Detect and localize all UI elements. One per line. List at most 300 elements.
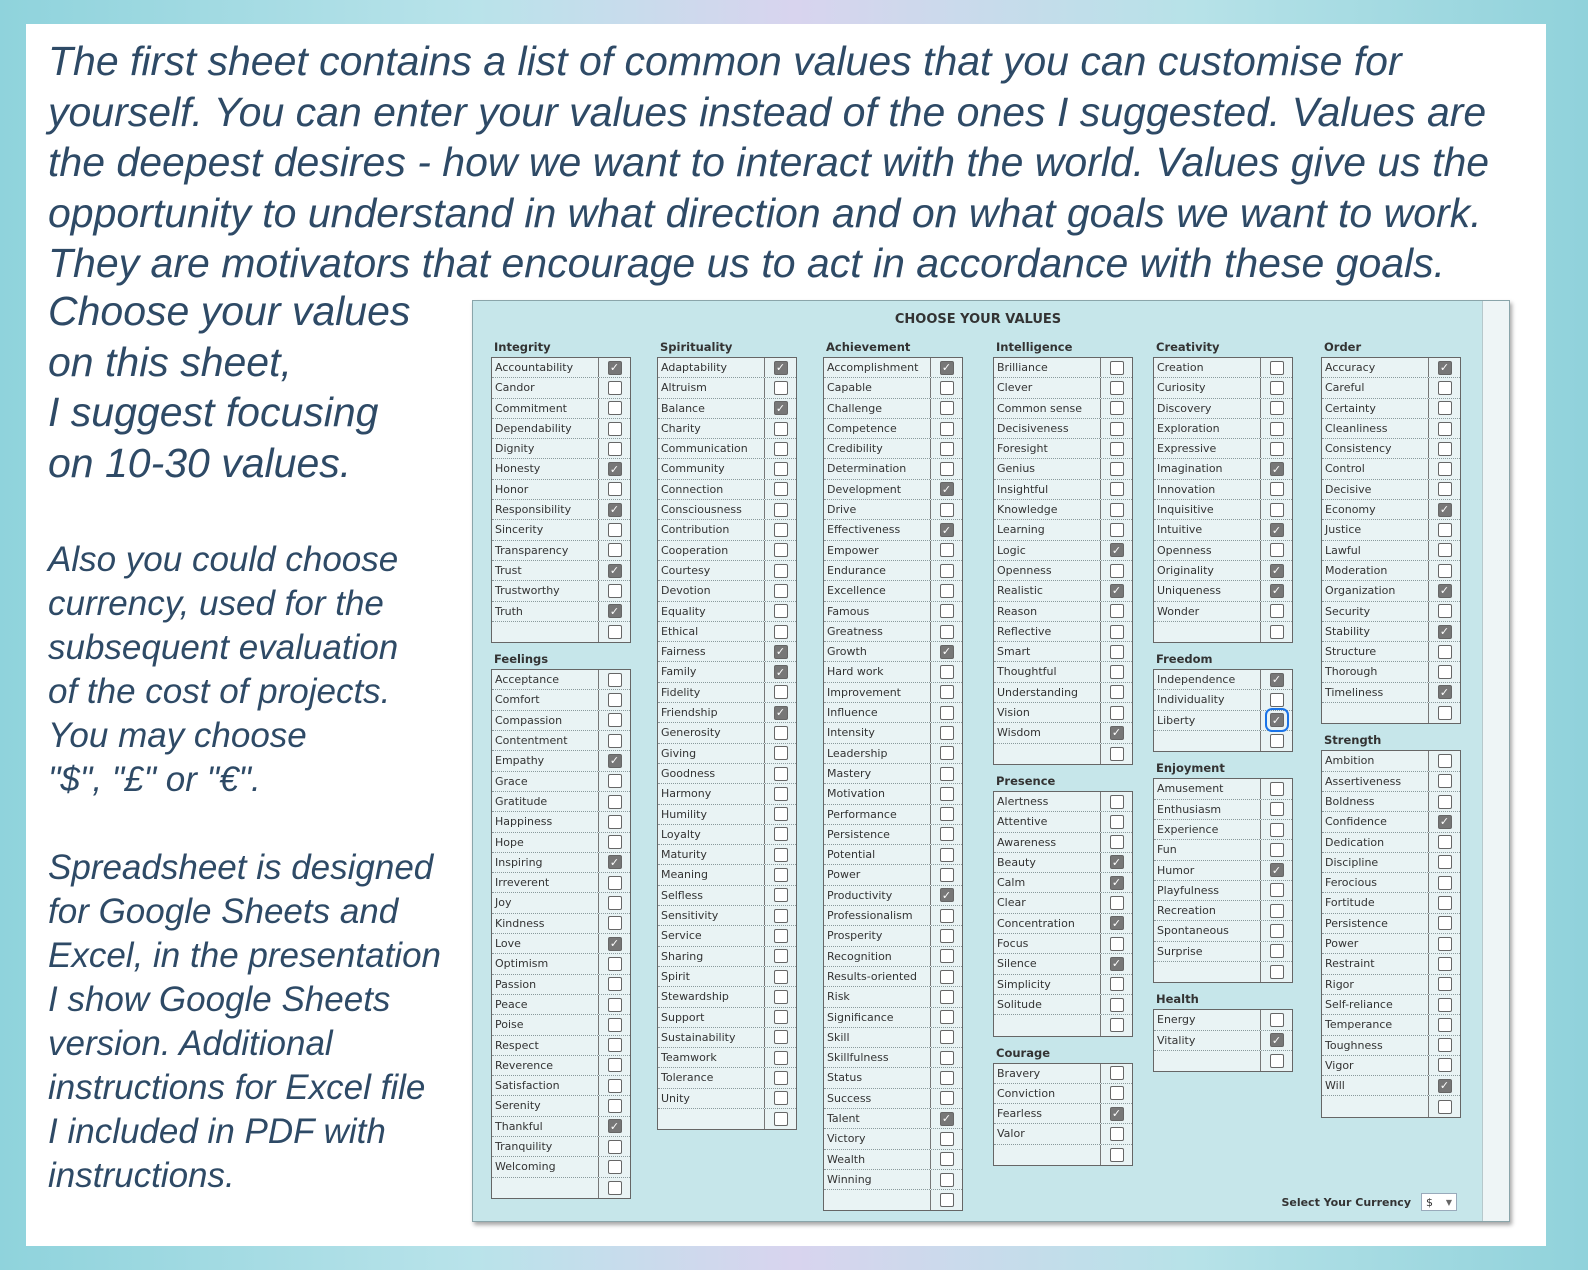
value-label[interactable]: Beauty (994, 853, 1101, 872)
value-label[interactable]: Timeliness (1322, 683, 1429, 702)
value-label[interactable]: Trust (492, 561, 599, 580)
value-checkbox[interactable] (940, 523, 954, 537)
value-label[interactable] (994, 1015, 1101, 1035)
value-label[interactable]: Awareness (994, 833, 1101, 852)
value-label[interactable]: Satisfaction (492, 1076, 599, 1095)
value-label[interactable]: Empathy (492, 751, 599, 770)
value-label[interactable]: Service (658, 926, 765, 945)
value-label[interactable]: Victory (824, 1129, 931, 1148)
value-label[interactable]: Consistency (1322, 439, 1429, 458)
value-checkbox[interactable] (774, 787, 788, 801)
value-label[interactable]: Maturity (658, 845, 765, 864)
value-checkbox[interactable] (608, 795, 622, 809)
value-checkbox[interactable] (774, 503, 788, 517)
value-label[interactable]: Bravery (994, 1064, 1101, 1083)
value-checkbox[interactable] (1438, 1038, 1452, 1052)
value-checkbox[interactable] (608, 1058, 622, 1072)
value-label[interactable]: Risk (824, 987, 931, 1006)
value-label[interactable]: Recognition (824, 947, 931, 966)
value-checkbox[interactable] (1438, 815, 1452, 829)
value-label[interactable]: Playfulness (1154, 881, 1261, 900)
value-label[interactable]: Creation (1154, 358, 1261, 377)
value-checkbox[interactable] (1270, 782, 1284, 796)
value-checkbox[interactable] (1110, 604, 1124, 618)
value-label[interactable]: Skill (824, 1028, 931, 1047)
value-label[interactable] (994, 1145, 1101, 1165)
value-label[interactable]: Openness (994, 561, 1101, 580)
value-label[interactable]: Careful (1322, 378, 1429, 397)
value-label[interactable]: Endurance (824, 561, 931, 580)
value-label[interactable]: Growth (824, 642, 931, 661)
value-checkbox[interactable] (774, 1051, 788, 1065)
value-checkbox[interactable] (774, 1010, 788, 1024)
value-checkbox[interactable] (774, 1112, 788, 1126)
value-checkbox[interactable] (1110, 625, 1124, 639)
value-label[interactable]: Drive (824, 500, 931, 519)
value-checkbox[interactable] (1438, 754, 1452, 768)
value-checkbox[interactable] (774, 361, 788, 375)
value-label[interactable]: Effectiveness (824, 520, 931, 539)
value-label[interactable]: Recreation (1154, 901, 1261, 920)
value-label[interactable]: Balance (658, 399, 765, 418)
value-label[interactable]: Irreverent (492, 873, 599, 892)
value-checkbox[interactable] (1438, 361, 1452, 375)
value-label[interactable]: Grace (492, 772, 599, 791)
value-label[interactable]: Attentive (994, 812, 1101, 831)
value-label[interactable]: Welcoming (492, 1157, 599, 1176)
value-checkbox[interactable] (1270, 442, 1284, 456)
value-label[interactable]: Influence (824, 703, 931, 722)
value-label[interactable]: Valor (994, 1124, 1101, 1143)
value-checkbox[interactable] (1438, 564, 1452, 578)
value-checkbox[interactable] (774, 665, 788, 679)
value-checkbox[interactable] (1270, 904, 1284, 918)
value-checkbox[interactable] (1438, 916, 1452, 930)
value-checkbox[interactable] (1438, 896, 1452, 910)
value-label[interactable]: Thorough (1322, 662, 1429, 681)
value-label[interactable]: Candor (492, 378, 599, 397)
value-label[interactable]: Foresight (994, 439, 1101, 458)
value-checkbox[interactable] (774, 848, 788, 862)
value-checkbox[interactable] (1270, 863, 1284, 877)
value-label[interactable]: Tolerance (658, 1068, 765, 1087)
value-checkbox[interactable] (1438, 937, 1452, 951)
value-checkbox[interactable] (940, 807, 954, 821)
value-label[interactable]: Mastery (824, 764, 931, 783)
value-label[interactable]: Peace (492, 995, 599, 1014)
value-label[interactable]: Dignity (492, 439, 599, 458)
value-checkbox[interactable] (608, 734, 622, 748)
value-label[interactable]: Talent (824, 1109, 931, 1128)
value-checkbox[interactable] (1270, 673, 1284, 687)
value-label[interactable]: Fortitude (1322, 893, 1429, 912)
value-checkbox[interactable] (608, 422, 622, 436)
value-checkbox[interactable] (608, 673, 622, 687)
value-checkbox[interactable] (608, 1018, 622, 1032)
value-checkbox[interactable] (1270, 1054, 1284, 1068)
value-label[interactable]: Altruism (658, 378, 765, 397)
value-checkbox[interactable] (1438, 665, 1452, 679)
value-checkbox[interactable] (940, 726, 954, 740)
value-label[interactable]: Independence (1154, 670, 1261, 689)
value-checkbox[interactable] (1438, 422, 1452, 436)
value-checkbox[interactable] (940, 868, 954, 882)
value-label[interactable]: Respect (492, 1036, 599, 1055)
value-checkbox[interactable] (940, 604, 954, 618)
value-label[interactable]: Restraint (1322, 954, 1429, 973)
value-checkbox[interactable] (940, 706, 954, 720)
value-checkbox[interactable] (1270, 693, 1284, 707)
value-label[interactable]: Power (824, 865, 931, 884)
value-label[interactable]: Structure (1322, 642, 1429, 661)
value-checkbox[interactable] (774, 868, 788, 882)
value-label[interactable]: Stability (1322, 622, 1429, 641)
value-label[interactable]: Devotion (658, 581, 765, 600)
value-label[interactable]: Kindness (492, 914, 599, 933)
value-checkbox[interactable] (1110, 523, 1124, 537)
value-label[interactable]: Clear (994, 893, 1101, 912)
value-checkbox[interactable] (940, 767, 954, 781)
value-checkbox[interactable] (940, 1193, 954, 1207)
value-label[interactable] (1154, 962, 1261, 982)
value-checkbox[interactable] (608, 462, 622, 476)
value-label[interactable]: Reason (994, 602, 1101, 621)
value-label[interactable]: Confidence (1322, 812, 1429, 831)
value-checkbox[interactable] (1438, 1058, 1452, 1072)
value-checkbox[interactable] (774, 970, 788, 984)
value-checkbox[interactable] (940, 1112, 954, 1126)
value-label[interactable]: Innovation (1154, 480, 1261, 499)
value-checkbox[interactable] (940, 949, 954, 963)
value-label[interactable]: Fearless (994, 1104, 1101, 1123)
value-label[interactable]: Serenity (492, 1096, 599, 1115)
value-checkbox[interactable] (608, 564, 622, 578)
value-label[interactable]: Honesty (492, 459, 599, 478)
value-label[interactable]: Hard work (824, 662, 931, 681)
value-label[interactable]: Power (1322, 934, 1429, 953)
value-label[interactable]: Comfort (492, 690, 599, 709)
value-label[interactable]: Dependability (492, 419, 599, 438)
value-label[interactable]: Optimism (492, 954, 599, 973)
value-label[interactable]: Wisdom (994, 723, 1101, 742)
value-label[interactable]: Generosity (658, 723, 765, 742)
value-checkbox[interactable] (1110, 462, 1124, 476)
value-checkbox[interactable] (608, 855, 622, 869)
value-label[interactable]: Focus (994, 934, 1101, 953)
value-checkbox[interactable] (940, 645, 954, 659)
value-label[interactable]: Contribution (658, 520, 765, 539)
value-label[interactable]: Silence (994, 954, 1101, 973)
value-label[interactable]: Rigor (1322, 975, 1429, 994)
value-checkbox[interactable] (1110, 747, 1124, 761)
value-checkbox[interactable] (940, 1010, 954, 1024)
value-checkbox[interactable] (1110, 1018, 1124, 1032)
value-checkbox[interactable] (1110, 855, 1124, 869)
value-label[interactable]: Persistence (1322, 914, 1429, 933)
value-checkbox[interactable] (1110, 442, 1124, 456)
value-label[interactable]: Contentment (492, 731, 599, 750)
currency-dropdown[interactable] (1421, 1193, 1457, 1211)
value-checkbox[interactable] (608, 937, 622, 951)
value-checkbox[interactable] (1438, 503, 1452, 517)
value-label[interactable]: Vitality (1154, 1031, 1261, 1050)
value-label[interactable]: Friendship (658, 703, 765, 722)
value-checkbox[interactable] (1270, 482, 1284, 496)
value-label[interactable]: Certainty (1322, 399, 1429, 418)
value-checkbox[interactable] (774, 1030, 788, 1044)
value-label[interactable]: Courtesy (658, 561, 765, 580)
value-label[interactable]: Goodness (658, 764, 765, 783)
value-checkbox[interactable] (608, 815, 622, 829)
value-label[interactable]: Poise (492, 1015, 599, 1034)
value-checkbox[interactable] (940, 1030, 954, 1044)
value-checkbox[interactable] (1110, 706, 1124, 720)
value-label[interactable]: Uniqueness (1154, 581, 1261, 600)
value-checkbox[interactable] (774, 645, 788, 659)
value-label[interactable]: Inspiring (492, 853, 599, 872)
value-checkbox[interactable] (608, 754, 622, 768)
value-label[interactable] (1154, 731, 1261, 751)
value-label[interactable]: Justice (1322, 520, 1429, 539)
value-checkbox[interactable] (940, 827, 954, 841)
value-label[interactable]: Thankful (492, 1117, 599, 1136)
value-label[interactable]: Accuracy (1322, 358, 1429, 377)
value-label[interactable]: Expressive (1154, 439, 1261, 458)
value-checkbox[interactable] (774, 462, 788, 476)
value-label[interactable] (492, 1178, 599, 1198)
value-label[interactable]: Compassion (492, 711, 599, 730)
value-checkbox[interactable] (940, 970, 954, 984)
value-label[interactable]: Knowledge (994, 500, 1101, 519)
value-checkbox[interactable] (1110, 957, 1124, 971)
value-checkbox[interactable] (774, 990, 788, 1004)
value-checkbox[interactable] (1110, 815, 1124, 829)
value-label[interactable]: Amusement (1154, 779, 1261, 798)
value-checkbox[interactable] (1110, 401, 1124, 415)
value-label[interactable]: Intuitive (1154, 520, 1261, 539)
value-label[interactable]: Spirit (658, 967, 765, 986)
value-checkbox[interactable] (940, 625, 954, 639)
value-checkbox[interactable] (774, 909, 788, 923)
value-label[interactable]: Concentration (994, 914, 1101, 933)
value-checkbox[interactable] (608, 713, 622, 727)
value-checkbox[interactable] (774, 625, 788, 639)
value-label[interactable]: Self-reliance (1322, 995, 1429, 1014)
value-checkbox[interactable] (940, 787, 954, 801)
value-label[interactable] (658, 1109, 765, 1129)
value-label[interactable]: Community (658, 459, 765, 478)
value-checkbox[interactable] (1270, 823, 1284, 837)
value-checkbox[interactable] (1270, 543, 1284, 557)
value-label[interactable]: Intensity (824, 723, 931, 742)
value-label[interactable]: Ambition (1322, 751, 1429, 770)
value-checkbox[interactable] (1110, 1107, 1124, 1121)
value-label[interactable]: Boldness (1322, 792, 1429, 811)
value-label[interactable]: Liberty (1154, 711, 1261, 730)
value-checkbox[interactable] (774, 807, 788, 821)
value-checkbox[interactable] (1270, 381, 1284, 395)
value-checkbox[interactable] (1438, 835, 1452, 849)
value-checkbox[interactable] (1110, 503, 1124, 517)
value-label[interactable]: Reverence (492, 1056, 599, 1075)
value-label[interactable]: Calm (994, 873, 1101, 892)
value-checkbox[interactable] (1438, 625, 1452, 639)
value-label[interactable]: Alertness (994, 792, 1101, 811)
value-label[interactable]: Individuality (1154, 690, 1261, 709)
value-checkbox[interactable] (608, 916, 622, 930)
value-label[interactable]: Accountability (492, 358, 599, 377)
value-checkbox[interactable] (1110, 795, 1124, 809)
value-checkbox[interactable] (1270, 944, 1284, 958)
value-checkbox[interactable] (1110, 1148, 1124, 1162)
value-label[interactable]: Skillfulness (824, 1048, 931, 1067)
value-label[interactable]: Cooperation (658, 541, 765, 560)
value-label[interactable]: Tranquility (492, 1137, 599, 1156)
value-checkbox[interactable] (1110, 876, 1124, 890)
value-checkbox[interactable] (1270, 802, 1284, 816)
value-label[interactable]: Motivation (824, 784, 931, 803)
value-label[interactable]: Brilliance (994, 358, 1101, 377)
value-checkbox[interactable] (1270, 713, 1284, 727)
value-label[interactable]: Fairness (658, 642, 765, 661)
value-checkbox[interactable] (608, 523, 622, 537)
value-label[interactable]: Gratitude (492, 792, 599, 811)
value-label[interactable]: Spontaneous (1154, 921, 1261, 940)
value-label[interactable]: Challenge (824, 399, 931, 418)
value-label[interactable]: Transparency (492, 541, 599, 560)
value-checkbox[interactable] (1270, 1033, 1284, 1047)
value-checkbox[interactable] (1270, 401, 1284, 415)
value-label[interactable]: Logic (994, 541, 1101, 560)
value-label[interactable]: Realistic (994, 581, 1101, 600)
value-label[interactable]: Insightful (994, 480, 1101, 499)
value-label[interactable]: Sensitivity (658, 906, 765, 925)
value-label[interactable]: Moderation (1322, 561, 1429, 580)
value-label[interactable]: Improvement (824, 683, 931, 702)
value-checkbox[interactable] (1110, 896, 1124, 910)
value-checkbox[interactable] (1270, 625, 1284, 639)
value-label[interactable]: Greatness (824, 622, 931, 641)
value-checkbox[interactable] (774, 827, 788, 841)
value-checkbox[interactable] (940, 929, 954, 943)
value-label[interactable]: Persistence (824, 825, 931, 844)
value-checkbox[interactable] (774, 442, 788, 456)
value-label[interactable]: Energy (1154, 1010, 1261, 1029)
value-checkbox[interactable] (1110, 543, 1124, 557)
value-label[interactable]: Winning (824, 1170, 931, 1189)
value-checkbox[interactable] (940, 746, 954, 760)
value-label[interactable]: Understanding (994, 683, 1101, 702)
value-label[interactable]: Competence (824, 419, 931, 438)
value-label[interactable]: Toughness (1322, 1036, 1429, 1055)
value-checkbox[interactable] (608, 401, 622, 415)
value-checkbox[interactable] (608, 361, 622, 375)
value-label[interactable]: Prosperity (824, 926, 931, 945)
value-label[interactable] (1154, 1051, 1261, 1071)
value-label[interactable] (1322, 703, 1429, 723)
value-label[interactable]: Ethical (658, 622, 765, 641)
value-label[interactable] (1154, 622, 1261, 642)
value-checkbox[interactable] (774, 1091, 788, 1105)
value-checkbox[interactable] (1438, 543, 1452, 557)
value-checkbox[interactable] (608, 957, 622, 971)
value-checkbox[interactable] (608, 543, 622, 557)
value-label[interactable]: Inquisitive (1154, 500, 1261, 519)
value-label[interactable]: Excellence (824, 581, 931, 600)
value-checkbox[interactable] (1438, 774, 1452, 788)
value-checkbox[interactable] (1438, 482, 1452, 496)
value-label[interactable]: Love (492, 934, 599, 953)
value-checkbox[interactable] (608, 693, 622, 707)
value-label[interactable]: Harmony (658, 784, 765, 803)
value-label[interactable]: Surprise (1154, 942, 1261, 961)
value-label[interactable]: Potential (824, 845, 931, 864)
value-checkbox[interactable] (1438, 685, 1452, 699)
value-label[interactable] (492, 622, 599, 642)
value-label[interactable]: Control (1322, 459, 1429, 478)
value-label[interactable] (994, 744, 1101, 764)
value-label[interactable]: Sustainability (658, 1028, 765, 1047)
value-label[interactable]: Genius (994, 459, 1101, 478)
value-label[interactable]: Fidelity (658, 683, 765, 702)
value-checkbox[interactable] (1438, 795, 1452, 809)
value-label[interactable]: Clever (994, 378, 1101, 397)
value-checkbox[interactable] (940, 422, 954, 436)
value-checkbox[interactable] (1438, 977, 1452, 991)
value-checkbox[interactable] (940, 990, 954, 1004)
value-checkbox[interactable] (774, 604, 788, 618)
value-checkbox[interactable] (1438, 401, 1452, 415)
value-label[interactable]: Determination (824, 459, 931, 478)
value-label[interactable]: Trustworthy (492, 581, 599, 600)
value-checkbox[interactable] (774, 767, 788, 781)
value-checkbox[interactable] (608, 1038, 622, 1052)
value-checkbox[interactable] (1438, 1079, 1452, 1093)
value-label[interactable]: Significance (824, 1008, 931, 1027)
value-label[interactable]: Results-oriented (824, 967, 931, 986)
value-checkbox[interactable] (608, 482, 622, 496)
value-checkbox[interactable] (1270, 843, 1284, 857)
value-checkbox[interactable] (1438, 462, 1452, 476)
value-label[interactable]: Communication (658, 439, 765, 458)
value-checkbox[interactable] (940, 1051, 954, 1065)
value-label[interactable]: Empower (824, 541, 931, 560)
value-checkbox[interactable] (1270, 734, 1284, 748)
value-checkbox[interactable] (1270, 965, 1284, 979)
value-checkbox[interactable] (1110, 564, 1124, 578)
value-label[interactable]: Assertiveness (1322, 772, 1429, 791)
value-label[interactable]: Openness (1154, 541, 1261, 560)
value-checkbox[interactable] (608, 1099, 622, 1113)
value-checkbox[interactable] (608, 1181, 622, 1195)
value-checkbox[interactable] (774, 523, 788, 537)
value-checkbox[interactable] (774, 564, 788, 578)
value-label[interactable] (824, 1190, 931, 1210)
value-checkbox[interactable] (774, 381, 788, 395)
value-label[interactable]: Cleanliness (1322, 419, 1429, 438)
value-checkbox[interactable] (774, 888, 788, 902)
value-checkbox[interactable] (1110, 835, 1124, 849)
value-label[interactable]: Accomplishment (824, 358, 931, 377)
value-checkbox[interactable] (1438, 876, 1452, 890)
value-label[interactable]: Productivity (824, 886, 931, 905)
value-checkbox[interactable] (774, 482, 788, 496)
value-checkbox[interactable] (1438, 645, 1452, 659)
value-checkbox[interactable] (1270, 1013, 1284, 1027)
value-label[interactable]: Wealth (824, 1150, 931, 1169)
value-checkbox[interactable] (1270, 924, 1284, 938)
value-checkbox[interactable] (940, 401, 954, 415)
